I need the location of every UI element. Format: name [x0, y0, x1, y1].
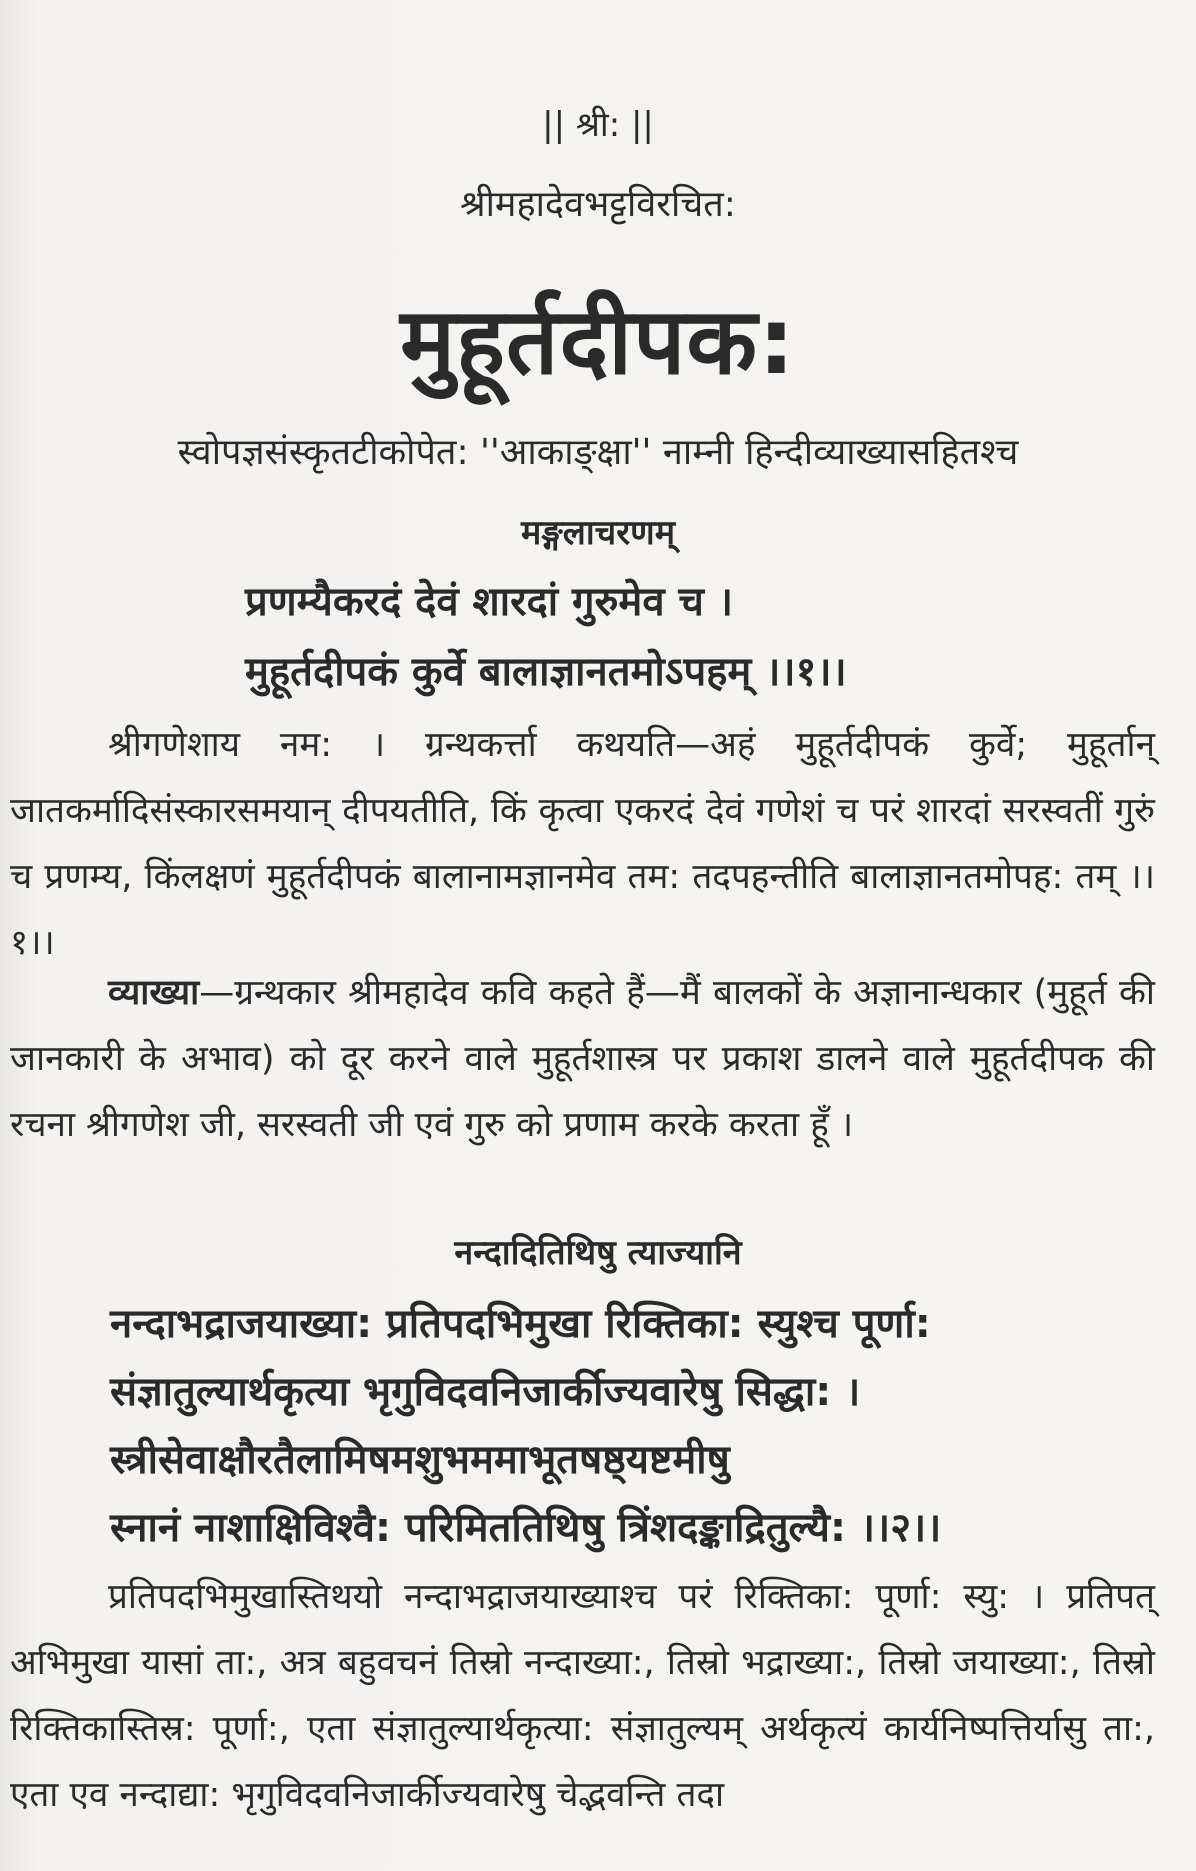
sanskrit-commentary-2	[10, 1564, 1155, 1828]
section-heading-nandaditithi: नन्दादितिथिषु त्याज्यानि	[454, 1233, 742, 1273]
vyakhya-label: व्याख्या	[108, 973, 200, 1013]
commentary-text: श्रीगणेशाय नम: । ग्रन्थकर्त्ता कथयति—अहं मुहूर्तदीपकं कुर्वे; मुहूर्तान् जातकर्मादिसंस्कारसमयान् दीपयतीति, किं कृत्वा एकरदं देवं गणेशं च परं शारदां सरस्वतीं गुरुं च प्रणम्य, किंलक्षणं मुहूर्तदीपकं बालानामज्ञानमेव तम: तदपहन्तीति बालाज्ञानतमोपह: तम् ।।१।।	[10, 725, 1155, 963]
verse-line: स्त्रीसेवाक्षौरतैलामिषमशुभममाभूतषष्ठ्यष्टमीषु	[110, 1437, 730, 1483]
verse-line: मुहूर्तदीपकं कुर्वे बालाज्ञानतमोऽपहम् ।।१।।	[245, 649, 847, 695]
book-title: मुहूर्तदीपक:	[400, 288, 796, 395]
verse-line: संज्ञातुल्यार्थकृत्या भृगुविदवनिजार्कीज्यवारेषु सिद्धा: ।	[110, 1369, 861, 1415]
sanskrit-commentary	[10, 712, 1155, 976]
author-line: श्रीमहादेवभट्टविरचित:	[460, 184, 736, 225]
section-heading-mangalacharanam: मङ्गलाचरणम्	[520, 513, 676, 553]
verse-line: नन्दाभद्राजयाख्या: प्रतिपदभिमुखा रिक्तिका: स्युश्च पूर्णा:	[110, 1301, 931, 1347]
vyakhya-text: —ग्रन्थकार श्रीमहादेव कवि कहते हैं—मैं बालकों के अज्ञानान्धकार (मुहूर्त की जानकारी के अभाव) को दूर करने वाले मुहूर्तशास्त्र पर प्रकाश डालने वाले मुहूर्तदीपक की रचना श्रीगणेश जी, सरस्वती जी एवं गुरु को प्रणाम करके करता हूँ ।	[10, 973, 1155, 1145]
commentary-text: प्रतिपदभिमुखास्तिथयो नन्दाभद्राजयाख्याश्च परं रिक्तिका: पूर्णा: स्यु: । प्रतिपत् अभिमुखा यासां ता:, अत्र बहुवचनं तिस्रो नन्दाख्या:, तिस्रो भद्राख्या:, तिस्रो जयाख्या:, तिस्रो रिक्तिकास्तिस्र: पूर्णा:, एता संज्ञातुल्यार्थकृत्या: संज्ञातुल्यम् अर्थकृत्यं कार्यनिष्पत्तिर्यासु ता:, एता एव नन्दाद्या: भृगुविदवनिजार्कीज्यवारेषु चेद्भवन्ति तदा	[10, 1577, 1155, 1815]
book-subtitle: स्वोपज्ञसंस्कृतटीकोपेत: ''आकाङ्क्षा'' नाम्नी हिन्दीव्याख्यासहितश्च	[177, 432, 1019, 473]
vyakhya-paragraph	[10, 960, 1155, 1158]
hindi-vyakhya	[10, 960, 1155, 1158]
invocation: || श्री: ||	[542, 105, 654, 145]
verse-line: प्रणम्यैकरदं देवं शारदां गुरुमेव च ।	[245, 579, 733, 625]
verse-line: स्नानं नाशाक्षिविश्वै: परिमिततिथिषु त्रिंशदङ्काद्रितुल्यै: ।।२।।	[110, 1505, 942, 1551]
